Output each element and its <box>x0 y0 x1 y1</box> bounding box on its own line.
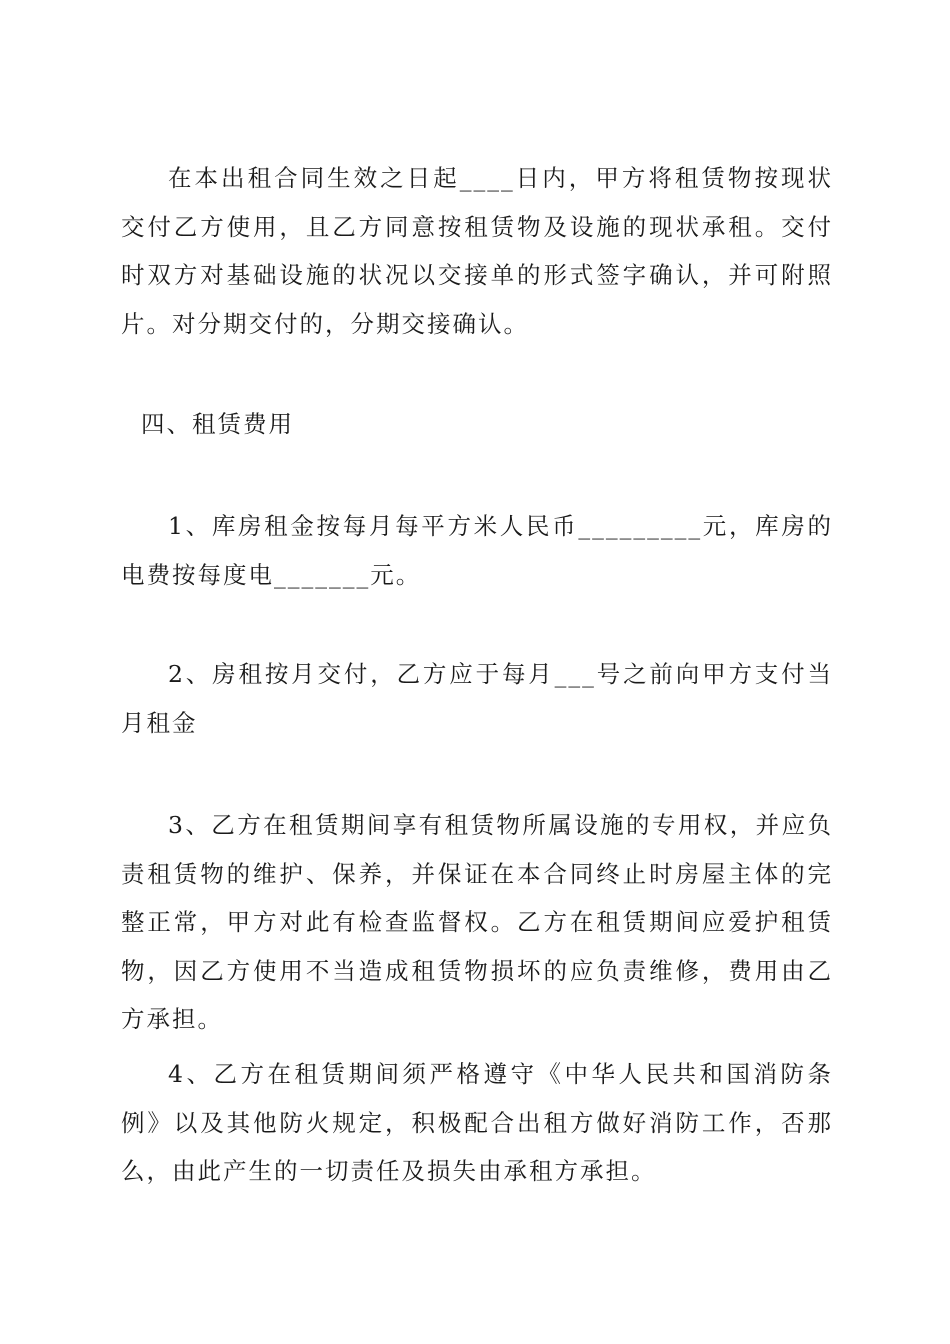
section-heading-rental-fees: 四、租赁费用 <box>141 410 294 438</box>
paragraph-item-1: 1、库房租金按每月每平方米人民币_________元，库房的电费按每度电_______元。 <box>121 512 833 589</box>
paragraph-item-3: 3、乙方在租赁期间享有租赁物所属设施的专用权，并应负责租赁物的维护、保养，并保证在本合同终止时房屋主体的完整正常，甲方对此有检查监督权。乙方在租赁期间应爱护租赁物，因乙方使用不当造成租赁物损坏的应负责维修，费用由乙方承担。 <box>121 811 833 1033</box>
paragraph-delivery: 在本出租合同生效之日起____日内，甲方将租赁物按现状交付乙方使用，且乙方同意按租赁物及设施的现状承租。交付时双方对基础设施的状况以交接单的形式签字确认，并可附照片。对分期交付的，分期交接确认。 <box>121 164 833 338</box>
paragraph-item-4: 4、乙方在租赁期间须严格遵守《中华人民共和国消防条例》以及其他防火规定，积极配合出租方做好消防工作，否那么，由此产生的一切责任及损失由承租方承担。 <box>121 1060 833 1185</box>
paragraph-item-2: 2、房租按月交付，乙方应于每月___号之前向甲方支付当月租金 <box>121 660 833 737</box>
